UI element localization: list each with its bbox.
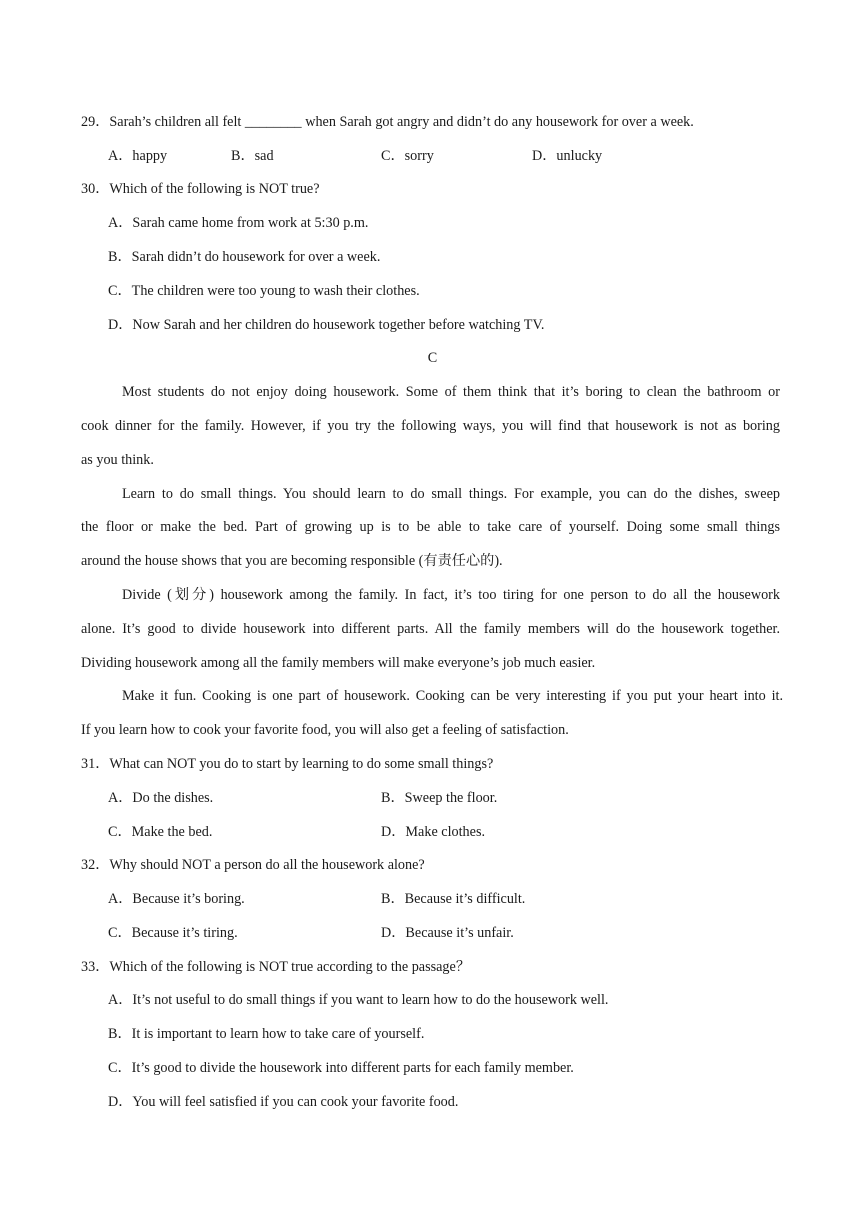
passage-p2-line2: the floor or make the bed. Part of growing up is to be able to take care of yourself. Doing some small things <box>81 519 780 535</box>
question-31-stem: 31．What can NOT you do to start by learning to do some small things? <box>81 756 494 772</box>
question-33-stem: 33．Which of the following is NOT true according to the passage？ <box>81 959 471 975</box>
question-33-option-a: A．It’s not useful to do small things if you want to learn how to do the housework well. <box>108 992 609 1008</box>
question-29-option-b: B．sad <box>231 148 274 164</box>
question-30-option-c: C．The children were too young to wash their clothes. <box>108 283 420 299</box>
question-29-option-c: C．sorry <box>381 148 434 164</box>
question-33-option-d: D．You will feel satisfied if you can cook your favorite food. <box>108 1094 459 1110</box>
passage-p2-line1: Learn to do small things. You should learn to do small things. For example, you can do the dishes, sweep <box>122 486 780 502</box>
question-29-option-d: D．unlucky <box>532 148 603 164</box>
passage-p1-line1: Most students do not enjoy doing housework. Some of them think that it’s boring to clean the bathroom or <box>122 384 780 400</box>
question-31-option-a: A．Do the dishes. <box>108 790 214 806</box>
question-32-option-a: A．Because it’s boring. <box>108 891 245 907</box>
question-31-option-c: C．Make the bed. <box>108 824 213 840</box>
question-30-option-a: A．Sarah came home from work at 5:30 p.m. <box>108 215 369 231</box>
question-32-option-c: C．Because it’s tiring. <box>108 925 238 941</box>
question-33-option-c: C．It’s good to divide the housework into different parts for each family member. <box>108 1060 574 1076</box>
question-31-option-b: B．Sweep the floor. <box>381 790 498 806</box>
question-31-option-d: D．Make clothes. <box>381 824 486 840</box>
passage-p3-line1: Divide (划分) housework among the family. In fact, it’s too tiring for one person to do all the housework <box>122 587 780 603</box>
passage-p2-line3: around the house shows that you are becoming responsible (有责任心的). <box>81 553 503 569</box>
question-30-stem: 30．Which of the following is NOT true? <box>81 181 320 197</box>
question-33-option-b: B．It is important to learn how to take care of yourself. <box>108 1026 425 1042</box>
section-heading: C <box>427 350 438 366</box>
question-30-option-d: D．Now Sarah and her children do housework together before watching TV. <box>108 317 545 333</box>
passage-p3-line2: alone. It’s good to divide housework into different parts. All the family members will do the housework together. <box>81 621 780 637</box>
question-29-option-a: A．happy <box>108 148 168 164</box>
passage-p4-line1: Make it fun. Cooking is one part of housework. Cooking can be very interesting if you put your heart into it. <box>122 688 783 704</box>
question-29-stem: 29．Sarah’s children all felt ________ when Sarah got angry and didn’t do any housework for over a week. <box>81 114 694 130</box>
passage-p4-line2: If you learn how to cook your favorite food, you will also get a feeling of satisfaction. <box>81 722 569 738</box>
question-32-option-b: B．Because it’s difficult. <box>381 891 526 907</box>
question-32-stem: 32．Why should NOT a person do all the housework alone? <box>81 857 425 873</box>
passage-p3-line3: Dividing housework among all the family members will make everyone’s job much easier. <box>81 655 596 671</box>
question-32-option-d: D．Because it’s unfair. <box>381 925 514 941</box>
question-30-option-b: B．Sarah didn’t do housework for over a week. <box>108 249 381 265</box>
passage-p1-line3: as you think. <box>81 452 154 468</box>
passage-p1-line2: cook dinner for the family. However, if you try the following ways, you will find that housework is not as boring <box>81 418 780 434</box>
